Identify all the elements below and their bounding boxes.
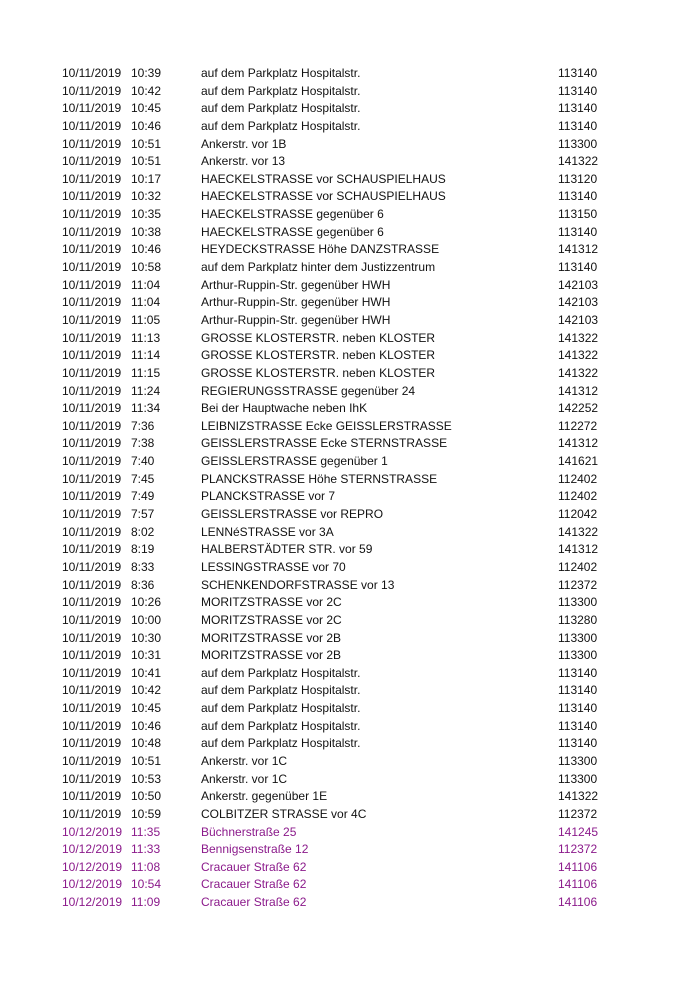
time-cell: 7:49 [131,489,155,504]
location-cell: MORITZSTRASSE vor 2C [201,595,342,610]
date-cell: 10/12/2019 [62,859,123,874]
location-cell: Büchnerstraße 25 [201,824,297,839]
record-row [0,453,700,471]
date-cell: 10/11/2019 [62,383,122,398]
code-cell: 113140 [558,260,598,275]
date-cell: 10/11/2019 [62,348,122,363]
record-row [0,435,700,453]
location-cell: HAECKELSTRASSE gegenüber 6 [201,207,384,222]
code-cell: 141312 [558,542,599,557]
date-cell: 10/11/2019 [62,577,122,592]
date-cell: 10/11/2019 [62,507,122,522]
date-cell: 10/11/2019 [62,207,122,222]
time-cell: 10:46 [131,242,162,257]
location-cell: Arthur-Ruppin-Str. gegenüber HWH [201,277,391,292]
code-cell: 112372 [558,806,598,821]
time-cell: 10:50 [131,789,162,804]
record-row [0,471,700,489]
location-cell: LEIBNIZSTRASSE Ecke GEISSLERSTRASSE [201,418,452,433]
code-cell: 112402 [558,471,598,486]
time-cell: 10:48 [131,736,162,751]
record-row [0,630,700,648]
time-cell: 10:00 [131,612,162,627]
record-row [0,365,700,383]
date-cell: 10/11/2019 [62,154,122,169]
location-cell: Ankerstr. vor 1B [201,136,287,151]
time-cell: 11:04 [131,277,161,292]
record-row [0,224,700,242]
location-cell: Ankerstr. vor 1C [201,753,288,768]
location-cell: Arthur-Ruppin-Str. gegenüber HWH [201,295,391,310]
time-cell: 10:58 [131,260,162,275]
location-cell: HAECKELSTRASSE vor SCHAUSPIELHAUS [201,171,446,186]
record-row [0,806,700,824]
date-cell: 10/11/2019 [62,771,122,786]
date-cell: 10/12/2019 [62,824,123,839]
record-row [0,294,700,312]
location-cell: MORITZSTRASSE vor 2B [201,648,342,663]
record-row [0,788,700,806]
location-cell: REGIERUNGSSTRASSE gegenüber 24 [201,383,416,398]
code-cell: 141322 [558,789,599,804]
date-cell: 10/11/2019 [62,806,122,821]
date-cell: 10/11/2019 [62,595,122,610]
date-cell: 10/11/2019 [62,418,122,433]
code-cell: 141312 [558,383,599,398]
code-cell: 113300 [558,771,598,786]
location-cell: SCHENKENDORFSTRASSE vor 13 [201,577,395,592]
record-row [0,330,700,348]
record-row [0,400,700,418]
time-cell: 11:13 [131,330,161,345]
time-cell: 8:19 [131,542,155,557]
time-cell: 10:32 [131,189,162,204]
date-cell: 10/11/2019 [62,718,122,733]
location-cell: auf dem Parkplatz Hospitalstr. [201,665,361,680]
record-row [0,894,700,912]
code-cell: 113140 [558,224,598,239]
location-cell: Cracauer Straße 62 [201,859,307,874]
date-cell: 10/11/2019 [62,136,122,151]
location-cell: HAECKELSTRASSE gegenüber 6 [201,224,384,239]
time-cell: 11:14 [131,348,161,363]
code-cell: 113300 [558,753,598,768]
record-row [0,841,700,859]
date-cell: 10/11/2019 [62,66,122,80]
date-cell: 10/11/2019 [62,524,122,539]
date-cell: 10/11/2019 [62,559,122,574]
code-cell: 112372 [558,842,598,857]
time-cell: 11:35 [131,824,161,839]
record-row [0,612,700,630]
location-cell: HAECKELSTRASSE vor SCHAUSPIELHAUS [201,189,446,204]
date-cell: 10/11/2019 [62,665,122,680]
time-cell: 11:08 [131,859,161,874]
time-cell: 8:02 [131,524,155,539]
record-row [0,682,700,700]
time-cell: 10:53 [131,771,162,786]
date-cell: 10/12/2019 [62,842,123,857]
record-row [0,241,700,259]
location-cell: Cracauer Straße 62 [201,895,307,910]
record-row [0,594,700,612]
location-cell: auf dem Parkplatz Hospitalstr. [201,66,361,80]
time-cell: 11:04 [131,295,161,310]
code-cell: 112402 [558,559,598,574]
date-cell: 10/11/2019 [62,189,122,204]
date-cell: 10/11/2019 [62,401,122,416]
date-cell: 10/11/2019 [62,736,122,751]
code-cell: 142103 [558,277,599,292]
record-row [0,100,700,118]
location-cell: auf dem Parkplatz Hospitalstr. [201,718,361,733]
time-cell: 11:15 [131,365,161,380]
time-cell: 7:36 [131,418,155,433]
record-row [0,824,700,842]
location-cell: auf dem Parkplatz Hospitalstr. [201,101,361,116]
code-cell: 141106 [558,895,598,910]
code-cell: 141312 [558,242,599,257]
time-cell: 10:17 [131,171,162,186]
date-cell: 10/11/2019 [62,330,122,345]
code-cell: 141322 [558,348,599,363]
code-cell: 141322 [558,154,599,169]
time-cell: 10:45 [131,101,162,116]
record-row [0,859,700,877]
code-cell: 141322 [558,365,599,380]
location-cell: Ankerstr. vor 1C [201,771,288,786]
code-cell: 113140 [558,683,598,698]
date-cell: 10/11/2019 [62,171,122,186]
record-row [0,506,700,524]
record-row [0,136,700,154]
location-cell: HEYDECKSTRASSE Höhe DANZSTRASSE [201,242,440,257]
location-cell: GROSSE KLOSTERSTR. neben KLOSTER [201,348,436,363]
record-row [0,347,700,365]
date-cell: 10/11/2019 [62,242,122,257]
code-cell: 113300 [558,595,598,610]
time-cell: 7:45 [131,471,155,486]
location-cell: PLANCKSTRASSE vor 7 [201,489,336,504]
location-cell: auf dem Parkplatz Hospitalstr. [201,701,361,716]
record-row [0,83,700,101]
code-cell: 113300 [558,648,598,663]
code-cell: 141621 [558,454,599,469]
date-cell: 10/11/2019 [62,312,122,327]
time-cell: 10:39 [131,66,162,80]
time-cell: 10:38 [131,224,162,239]
time-cell: 10:51 [131,154,162,169]
date-cell: 10/11/2019 [62,753,122,768]
code-cell: 141312 [558,436,599,451]
record-row [0,188,700,206]
code-cell: 113140 [558,701,598,716]
code-cell: 113140 [558,101,598,116]
code-cell: 113140 [558,736,598,751]
location-cell: GROSSE KLOSTERSTR. neben KLOSTER [201,365,436,380]
code-cell: 112372 [558,577,598,592]
time-cell: 11:34 [131,401,161,416]
location-cell: Bennigsenstraße 12 [201,842,309,857]
code-cell: 141245 [558,824,599,839]
location-cell: auf dem Parkplatz Hospitalstr. [201,118,361,133]
location-cell: Cracauer Straße 62 [201,877,307,892]
location-cell: GROSSE KLOSTERSTR. neben KLOSTER [201,330,436,345]
time-cell: 8:36 [131,577,155,592]
code-cell: 113280 [558,612,598,627]
location-cell: MORITZSTRASSE vor 2B [201,630,342,645]
code-cell: 112042 [558,507,598,522]
location-cell: GEISSLERSTRASSE gegenüber 1 [201,454,388,469]
record-list [0,65,700,912]
time-cell: 10:46 [131,718,162,733]
time-cell: 10:42 [131,83,162,98]
record-row [0,312,700,330]
time-cell: 10:46 [131,118,162,133]
record-row [0,206,700,224]
record-row [0,577,700,595]
code-cell: 113140 [558,66,598,80]
location-cell: MORITZSTRASSE vor 2C [201,612,342,627]
record-row [0,541,700,559]
record-row [0,665,700,683]
code-cell: 113120 [558,171,598,186]
time-cell: 11:33 [131,842,161,857]
time-cell: 11:09 [131,895,161,910]
record-row [0,753,700,771]
date-cell: 10/11/2019 [62,277,122,292]
date-cell: 10/11/2019 [62,683,122,698]
record-row [0,735,700,753]
location-cell: Bei der Hauptwache neben IhK [201,401,368,416]
location-cell: GEISSLERSTRASSE Ecke STERNSTRASSE [201,436,448,451]
time-cell: 10:45 [131,701,162,716]
record-row [0,259,700,277]
code-cell: 113150 [558,207,598,222]
code-cell: 142252 [558,401,599,416]
code-cell: 142103 [558,295,599,310]
time-cell: 7:57 [131,507,155,522]
date-cell: 10/11/2019 [62,101,122,116]
location-cell: auf dem Parkplatz Hospitalstr. [201,83,361,98]
location-cell: HALBERSTÄDTER STR. vor 59 [201,542,373,557]
code-cell: 141106 [558,859,598,874]
location-cell: PLANCKSTRASSE Höhe STERNSTRASSE [201,471,438,486]
code-cell: 113140 [558,718,598,733]
record-row [0,153,700,171]
location-cell: Ankerstr. gegenüber 1E [201,789,328,804]
record-row [0,718,700,736]
code-cell: 113140 [558,118,598,133]
time-cell: 7:38 [131,436,155,451]
location-cell: LESSINGSTRASSE vor 70 [201,559,346,574]
date-cell: 10/11/2019 [62,648,122,663]
code-cell: 141322 [558,330,599,345]
date-cell: 10/11/2019 [62,542,122,557]
time-cell: 10:51 [131,136,162,151]
date-cell: 10/11/2019 [62,365,122,380]
record-row [0,559,700,577]
location-cell: Ankerstr. vor 13 [201,154,286,169]
record-row [0,700,700,718]
code-cell: 142103 [558,312,599,327]
time-cell: 8:33 [131,559,155,574]
location-cell: Arthur-Ruppin-Str. gegenüber HWH [201,312,391,327]
time-cell: 11:24 [131,383,161,398]
time-cell: 10:35 [131,207,162,222]
code-cell: 141106 [558,877,598,892]
time-cell: 10:41 [131,665,162,680]
date-cell: 10/11/2019 [62,489,122,504]
time-cell: 10:59 [131,806,162,821]
time-cell: 10:26 [131,595,162,610]
location-cell: LENNéSTRASSE vor 3A [201,524,334,539]
date-cell: 10/12/2019 [62,877,123,892]
time-cell: 10:51 [131,753,162,768]
location-cell: GEISSLERSTRASSE vor REPRO [201,507,384,522]
location-cell: COLBITZER STRASSE vor 4C [201,806,367,821]
record-row [0,524,700,542]
code-cell: 113140 [558,83,598,98]
code-cell: 113300 [558,630,598,645]
code-cell: 112272 [558,418,598,433]
date-cell: 10/11/2019 [62,118,122,133]
date-cell: 10/11/2019 [62,260,122,275]
location-cell: auf dem Parkplatz Hospitalstr. [201,683,361,698]
code-cell: 141322 [558,524,599,539]
date-cell: 10/11/2019 [62,630,122,645]
date-cell: 10/11/2019 [62,436,122,451]
date-cell: 10/11/2019 [62,471,122,486]
time-cell: 10:54 [131,877,162,892]
date-cell: 10/11/2019 [62,295,122,310]
record-row [0,65,700,83]
date-cell: 10/11/2019 [62,454,122,469]
location-cell: auf dem Parkplatz hinter dem Justizzentrum [201,260,436,275]
record-row [0,488,700,506]
date-cell: 10/11/2019 [62,612,122,627]
date-cell: 10/12/2019 [62,895,123,910]
record-row [0,171,700,189]
time-cell: 10:42 [131,683,162,698]
record-row [0,277,700,295]
code-cell: 113140 [558,189,598,204]
code-cell: 112402 [558,489,598,504]
record-row [0,118,700,136]
date-cell: 10/11/2019 [62,224,122,239]
date-cell: 10/11/2019 [62,83,122,98]
date-cell: 10/11/2019 [62,789,122,804]
location-cell: auf dem Parkplatz Hospitalstr. [201,736,361,751]
record-row [0,383,700,401]
date-cell: 10/11/2019 [62,701,122,716]
record-row [0,418,700,436]
record-row [0,876,700,894]
record-row [0,771,700,789]
time-cell: 10:31 [131,648,162,663]
code-cell: 113300 [558,136,598,151]
code-cell: 113140 [558,665,598,680]
record-row [0,647,700,665]
time-cell: 11:05 [131,312,161,327]
time-cell: 7:40 [131,454,155,469]
time-cell: 10:30 [131,630,162,645]
